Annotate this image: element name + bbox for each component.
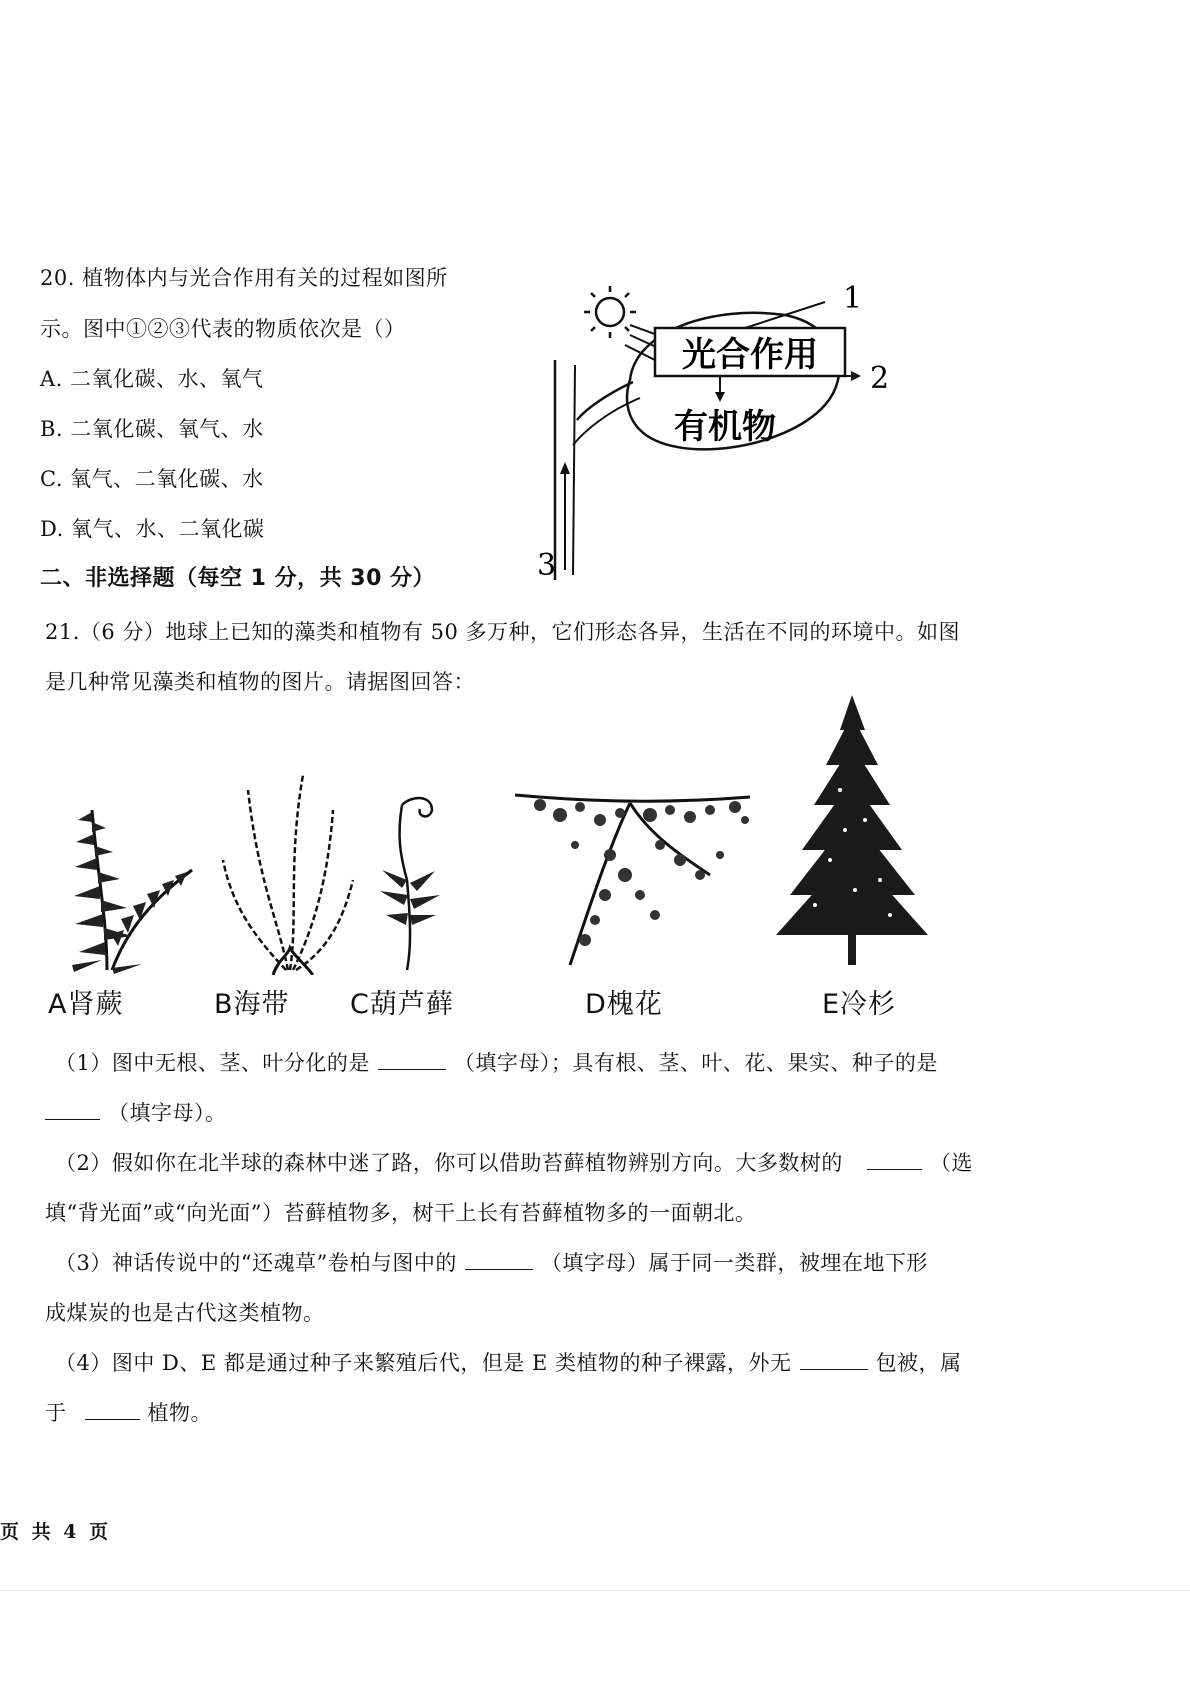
q21-sub3-line2: 成煤炭的也是古代这类植物。: [45, 1301, 325, 1325]
answer-blank-2[interactable]: [45, 1101, 100, 1120]
q20-option-c: C. 氧气、二氧化碳、水: [40, 467, 264, 491]
caption-c: C葫芦藓: [350, 989, 454, 1020]
caption-a: A肾蕨: [48, 989, 124, 1020]
answer-blank-1[interactable]: [378, 1051, 446, 1070]
answer-blank-4[interactable]: [465, 1251, 533, 1270]
sun-icon: [584, 286, 636, 338]
q21-sub4-text-d: 植物。: [147, 1401, 212, 1425]
q21-sub2-line2: 填“背光面”或“向光面”）苔藓植物多，树干上长有苔藓植物多的一面朝北。: [45, 1201, 757, 1225]
q21-intro-line2: 是几种常见藻类和植物的图片。请据图回答：: [45, 670, 475, 694]
answer-blank-3[interactable]: [867, 1151, 922, 1170]
q21-sub2-text-b: （选: [929, 1151, 973, 1175]
q21-sub4-text-b: 包被，属: [875, 1351, 962, 1375]
q21-sub3-text-b: （填字母）属于同一类群，被埋在地下形: [540, 1251, 928, 1275]
q21-intro-line1: 21.（6 分）地球上已知的藻类和植物有 50 多万种，它们形态各异，生活在不同的环境中。如图: [45, 620, 961, 644]
page-footer: 页 共 4 页: [0, 1521, 112, 1543]
fir-tree-icon: [770, 690, 935, 970]
marker-1: 1: [843, 281, 863, 316]
q20-stem-line1: 20. 植物体内与光合作用有关的过程如图所: [40, 266, 448, 290]
section-title: 二、非选择题（每空 1 分，共 30 分）: [40, 566, 436, 591]
locust-branch-icon: [510, 785, 755, 970]
q21-sub4-line2: [45, 1397, 212, 1427]
q20-stem-line2: 示。图中①②③代表的物质依次是（）: [40, 317, 406, 341]
process-label: 光合作用: [682, 335, 818, 375]
marker-3: 3: [537, 548, 557, 583]
q21-sub3-line1: [55, 1247, 928, 1277]
q21-sub1-text-b: （填字母）；具有根、茎、叶、花、果实、种子的是: [453, 1051, 938, 1075]
q21-sub2-text-a: （2）假如你在北半球的森林中迷了路，你可以借助苔藓植物辨别方向。大多数树的: [55, 1151, 843, 1175]
caption-e: E冷杉: [822, 989, 897, 1020]
fern-icon: [52, 800, 202, 975]
product-label: 有机物: [674, 407, 776, 447]
q20-option-d: D. 氧气、水、二氧化碳: [40, 517, 265, 541]
q20-option-a: A. 二氧化碳、水、氧气: [40, 367, 264, 391]
answer-blank-6[interactable]: [85, 1401, 140, 1420]
q21-sub4-text-c: 于: [45, 1401, 67, 1425]
q21-sub1-line2: [45, 1097, 227, 1127]
photosynthesis-diagram: [525, 270, 975, 595]
caption-d: D槐花: [585, 989, 663, 1020]
moss-icon: [372, 795, 462, 975]
kelp-icon: [218, 770, 358, 975]
q21-sub4-text-a: （4）图中 D、E 都是通过种子来繁殖后代，但是 E 类植物的种子裸露，外无: [55, 1351, 792, 1375]
q21-sub1-text-a: （1）图中无根、茎、叶分化的是: [55, 1051, 370, 1075]
q20-option-b: B. 二氧化碳、氧气、水: [40, 417, 264, 441]
caption-b: B海带: [214, 989, 290, 1020]
q21-sub2-line1: [55, 1147, 973, 1177]
marker-2: 2: [870, 361, 890, 396]
q21-sub3-text-a: （3）神话传说中的“还魂草”卷柏与图中的: [55, 1251, 457, 1275]
page-bottom-rule: [0, 1590, 1190, 1591]
q21-sub4-line1: [55, 1347, 962, 1377]
answer-blank-5[interactable]: [800, 1351, 868, 1370]
q21-sub1-line1: [55, 1047, 938, 1077]
q21-sub1-text-c: （填字母）。: [108, 1101, 227, 1125]
